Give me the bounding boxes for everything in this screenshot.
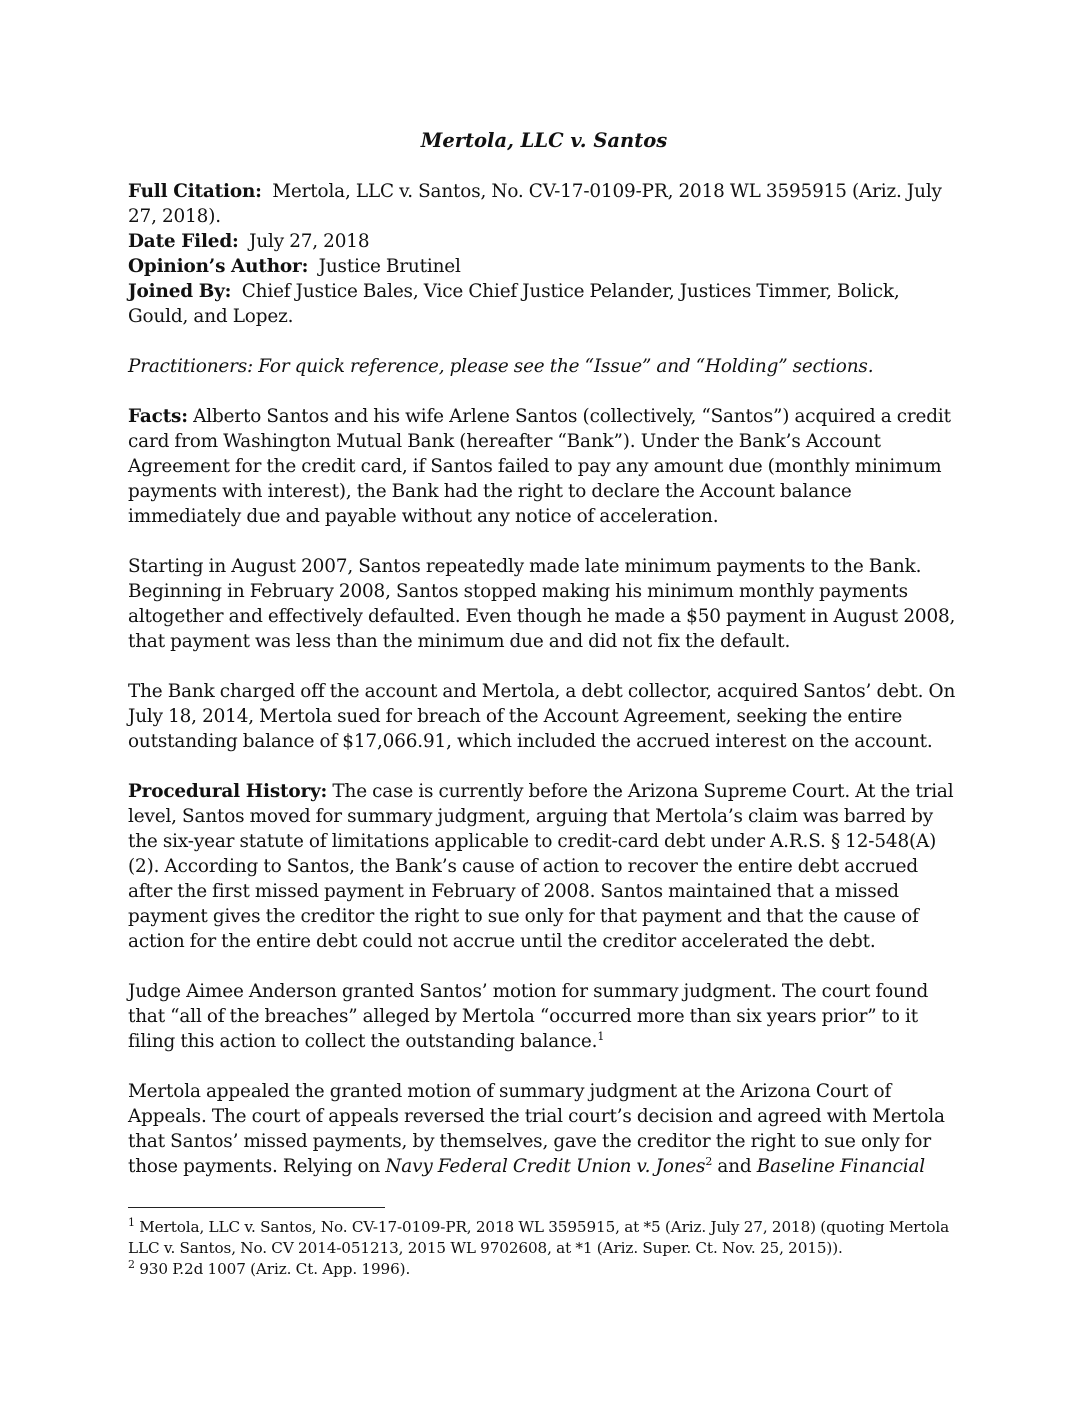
author-value: Justice Brutinel [318, 256, 461, 277]
full-citation-label: Full Citation: [128, 181, 262, 202]
author-label: Opinion’s Author: [128, 256, 309, 277]
procedural-history-paragraph-3 [128, 1079, 964, 1179]
facts-paragraph-3 [128, 679, 964, 754]
author-line [128, 254, 964, 279]
procedural-history-paragraph-1 [128, 779, 964, 954]
joined-by-value: Chief Justice Bales, Vice Chief Justice Pelander, Justices Timmer, Bolick, Gould, and Lopez. [128, 281, 900, 327]
case-name-navy-federal: Navy Federal Credit Union v. Jones [385, 1156, 706, 1177]
procedural-history-label: Procedural History: [128, 781, 328, 802]
facts-paragraph-1 [128, 404, 964, 529]
case-name-baseline-financial: Baseline Financial [756, 1156, 926, 1177]
facts-text-3: The Bank charged off the account and Mertola, a debt collector, acquired Santos’ debt. On July 18, 2014, Mertola sued for breach of the Account Agreement, seeking the entire outstanding balance of $17,066.91, which included the accrued interest on the account. [128, 681, 956, 752]
full-citation-line [128, 179, 964, 229]
practitioners-note: Practitioners: For quick reference, please see the “Issue” and “Holding” sections. [128, 356, 874, 377]
full-citation-value: Mertola, LLC v. Santos, No. CV-17-0109-PR, 2018 WL 3595915 (Ariz. July 27, 2018). [128, 181, 942, 227]
facts-text-2: Starting in August 2007, Santos repeatedly made late minimum payments to the Bank. Beginning in February 2008, Santos stopped making his minimum monthly payments altogether and effectively defaulted. Even though he made a $50 payment in August 2008, that payment was less than the minimum due and did not fix the default. [128, 556, 956, 652]
footnote-ref-1[interactable]: 1 [597, 1029, 605, 1043]
footnote-2-number: 2 [128, 1257, 135, 1271]
procedural-history-text-2: Judge Aimee Anderson granted Santos’ motion for summary judgment. The court found that “all of the breaches” alleged by Mertola “occurred more than six years prior” to it filing this action to collect the outstanding balance. [128, 981, 929, 1052]
procedural-history-paragraph-2 [128, 979, 964, 1054]
date-filed-label: Date Filed: [128, 231, 239, 252]
date-filed-value: July 27, 2018 [249, 231, 370, 252]
footnote-ref-2[interactable]: 2 [705, 1154, 713, 1168]
footnote-1 [128, 1217, 964, 1259]
footnote-divider [128, 1207, 385, 1208]
footnote-1-text: Mertola, LLC v. Santos, No. CV-17-0109-PR, 2018 WL 3595915, at *5 (Ariz. July 27, 2018) (quoting Mertola LLC v. Santos, No. CV 2014-051213, 2015 WL 9702608, at *1 (Ariz. Super. Ct. Nov. 25, 2015)). [128, 1218, 950, 1257]
joined-by-label: Joined By: [128, 281, 232, 302]
footnote-2-text: 930 P.2d 1007 (Ariz. Ct. App. 1996). [139, 1260, 411, 1278]
facts-paragraph-2 [128, 554, 964, 654]
joined-by-line [128, 279, 964, 329]
procedural-history-text-1: The case is currently before the Arizona Supreme Court. At the trial level, Santos moved for summary judgment, arguing that Mertola’s claim was barred by the six-year statute of limitations applicable to credit-card debt under A.R.S. § 12-548(A)(2). According to Santos, the Bank’s cause of action to recover the entire debt accrued after the first missed payment in February of 2008. Santos maintained that a missed payment gives the creditor the right to sue only for that payment and that the cause of action for the entire debt could not accrue until the creditor accelerated the debt. [128, 781, 954, 952]
facts-text-1: Alberto Santos and his wife Arlene Santos (collectively, “Santos”) acquired a credit card from Washington Mutual Bank (hereafter “Bank”). Under the Bank’s Account Agreement for the credit card, if Santos failed to pay any amount due (monthly minimum payments with interest), the Bank had the right to declare the Account balance immediately due and payable without any notice of acceleration. [128, 406, 951, 527]
facts-label: Facts: [128, 406, 188, 427]
conjunction-text: and [712, 1156, 757, 1177]
procedural-history-text-3: Mertola appealed the granted motion of summary judgment at the Arizona Court of Appeals. The court of appeals reversed the trial court’s decision and agreed with Mertola that Santos’ missed payments, by themselves, gave the creditor the right to sue only for those payments. Relying on [128, 1081, 945, 1177]
citation-header [128, 179, 964, 329]
footnote-1-number: 1 [128, 1215, 135, 1229]
date-filed-line [128, 229, 964, 254]
document-title: Mertola, LLC v. Santos [420, 129, 668, 152]
footnotes [128, 1217, 964, 1280]
footnote-2 [128, 1259, 964, 1280]
